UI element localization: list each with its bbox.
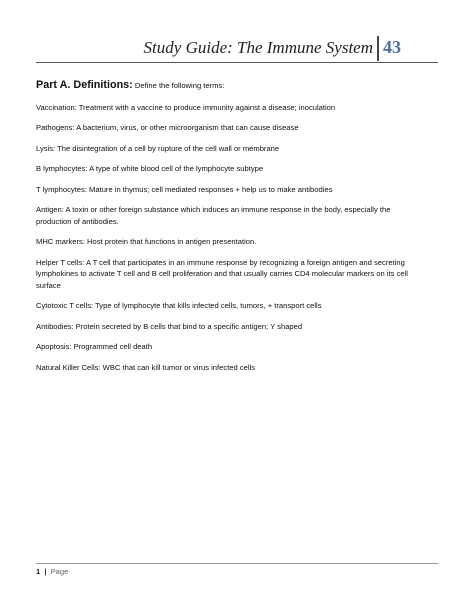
definition-item: B lymphocytes: A type of white blood cell of the lymphocyte subtype bbox=[36, 164, 264, 173]
definition-item: Antibodies: Protein secreted by B cells that bind to a specific antigen; Y shaped bbox=[36, 321, 303, 331]
definition-item: MHC markers: Host protein that functions in antigen presentation. bbox=[36, 237, 257, 246]
definition-item: Helper T cells: A T cell that participates in an immune response by recognizing a foreign antigen and secreting lymphokines to activate T cell and B cell proliferation and that usually carries CD4 molecular markers on its cell surface bbox=[36, 257, 408, 290]
definition-item: Cytotoxic T cells: Type of lymphocyte that kills infected cells, tumors, + transport cells bbox=[36, 301, 322, 310]
header-rule bbox=[36, 62, 438, 63]
definition-item: Vaccination: Treatment with a vaccine to produce immunity against a disease; inoculation bbox=[36, 102, 336, 112]
header-title: Study Guide: The Immune System bbox=[143, 38, 373, 57]
definition-item: Antigen: A toxin or other foreign substance which induces an immune response in the body, especially the production of antibodies. bbox=[36, 205, 391, 226]
footer-separator: | bbox=[44, 567, 47, 576]
page-content bbox=[36, 80, 421, 382]
footer-rule bbox=[36, 563, 438, 564]
header-separator bbox=[377, 36, 379, 61]
definition-item: Natural Killer Cells: WBC that can kill tumor or virus infected cells bbox=[36, 362, 256, 372]
page-footer bbox=[36, 567, 68, 576]
header-page-number: 43 bbox=[383, 37, 401, 57]
part-heading bbox=[36, 80, 421, 92]
footer-page-number: 1 bbox=[36, 567, 41, 576]
part-title: Part A. Definitions: bbox=[36, 79, 133, 91]
definition-item: Pathogens: A bacterium, virus, or other microorganism that can cause disease bbox=[36, 123, 299, 132]
definition-item: Lysis: The disintegration of a cell by rupture of the cell wall or membrane bbox=[36, 143, 280, 153]
part-instruction: Define the following terms: bbox=[132, 81, 225, 90]
footer-page-label: Page bbox=[50, 567, 69, 576]
definition-item: Apoptosis: Programmed cell death bbox=[36, 342, 153, 351]
definition-item: T lymphocytes: Mature in thymus; cell mediated responses + help us to make antibodies bbox=[36, 184, 333, 194]
